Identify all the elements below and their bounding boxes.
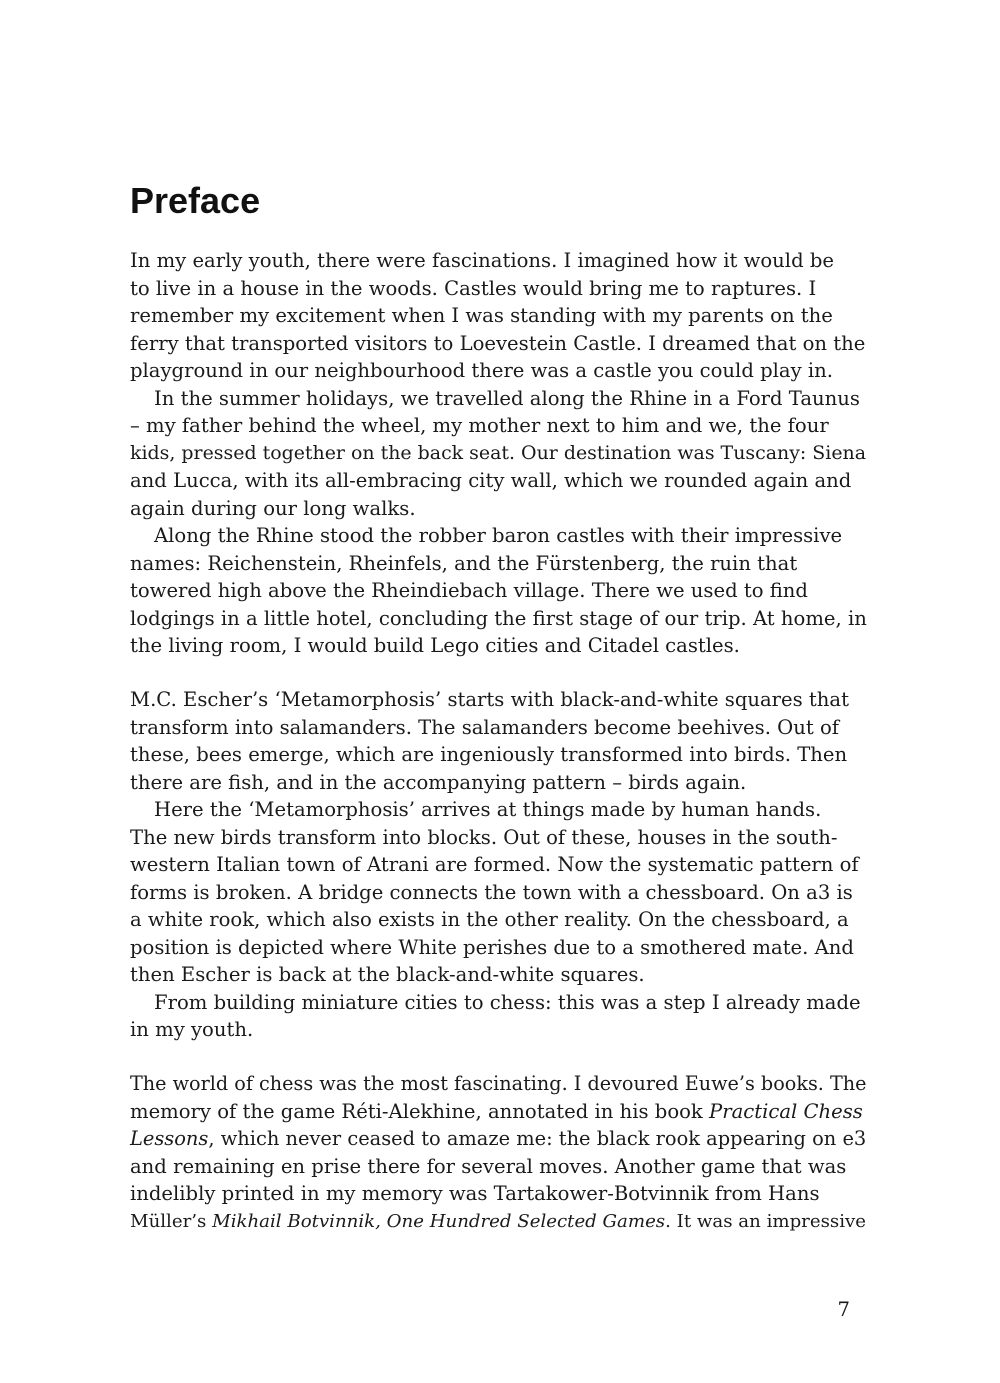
book-title-italic: Lessons: [130, 1127, 209, 1150]
text-line: Here the ‘Metamorphosis’ arrives at things made by human hands.: [154, 798, 822, 821]
text-line: western Italian town of Atrani are formed. Now the systematic pattern of: [130, 853, 859, 876]
text-line: there are fish, and in the accompanying pattern – birds again.: [130, 770, 747, 794]
section-world-of-chess: [130, 1070, 870, 1235]
text-line: remember my excitement when I was standing with my parents on the: [130, 304, 833, 327]
text-line: – my father behind the wheel, my mother next to him and we, the four: [130, 414, 829, 437]
text-run: . It was an impressive: [665, 1210, 866, 1232]
page-title: Preface: [130, 180, 261, 221]
text-line: then Escher is back at the black-and-white squares.: [130, 963, 645, 986]
book-title-italic: Practical Chess: [709, 1099, 863, 1123]
text-line: forms is broken. A bridge connects the town with a chessboard. On a3 is: [130, 880, 853, 904]
text-line: From building miniature cities to chess: this was a step I already made: [154, 990, 861, 1014]
text-line: again during our long walks.: [130, 496, 416, 520]
text-line: kids, pressed together on the back seat. Our destination was Tuscany: Siena: [130, 441, 867, 464]
text-line: these, bees emerge, which are ingeniously transformed into birds. Then: [130, 743, 848, 766]
text-line: Along the Rhine stood the robber baron castles with their impressive: [154, 524, 843, 547]
text-line: the living room, I would build Lego cities and Citadel castles.: [130, 634, 740, 657]
text-line: and remaining en prise there for several moves. Another game that was: [130, 1154, 847, 1178]
text-line: position is depicted where White perishes due to a smothered mate. And: [130, 935, 854, 959]
text-line: [130, 1098, 870, 1126]
text-run: memory of the game Réti-Alekhine, annotated in his book: [130, 1099, 710, 1123]
text-line: The world of chess was the most fascinating. I devoured Euwe’s books. The: [130, 1072, 867, 1095]
text-line: [130, 1208, 870, 1236]
text-line: lodgings in a little hotel, concluding the first stage of our trip. At home, in: [130, 606, 867, 630]
text-line: names: Reichenstein, Rheinfels, and the Fürstenberg, the ruin that: [130, 551, 798, 575]
text-line: ferry that transported visitors to Loevestein Castle. I dreamed that on the: [130, 331, 866, 355]
text-line: playground in our neighbourhood there was a castle you could play in.: [130, 359, 833, 382]
text-line: transform into salamanders. The salamanders become beehives. Out of: [130, 715, 839, 739]
text-line: In the summer holidays, we travelled along the Rhine in a Ford Taunus: [154, 386, 860, 410]
text-run: , which never ceased to amaze me: the black rook appearing on e3: [208, 1127, 867, 1150]
book-title-italic: Mikhail Botvinnik, One Hundred Selected Games: [212, 1210, 666, 1232]
text-line: indelibly printed in my memory was Tartakower-Botvinnik from Hans: [130, 1182, 820, 1205]
text-line: to live in a house in the woods. Castles would bring me to raptures. I: [130, 276, 817, 300]
text-line: a white rook, which also exists in the other reality. On the chessboard, a: [130, 908, 849, 931]
text-line: In my early youth, there were fascinations. I imagined how it would be: [130, 249, 834, 272]
text-line: in my youth.: [130, 1018, 254, 1041]
page-number: 7: [837, 1298, 850, 1321]
text-line: and Lucca, with its all-embracing city wall, which we rounded again and: [130, 469, 852, 492]
text-run: Müller’s: [130, 1210, 213, 1232]
section-escher-metamorphosis: [130, 686, 870, 1044]
text-line: The new birds transform into blocks. Out of these, houses in the south-: [130, 825, 838, 849]
section-childhood-fascinations: [130, 247, 870, 660]
text-line: towered high above the Rheindiebach village. There we used to find: [130, 579, 808, 602]
text-line: M.C. Escher’s ‘Metamorphosis’ starts with black-and-white squares that: [130, 688, 849, 711]
text-line: [130, 1125, 870, 1153]
